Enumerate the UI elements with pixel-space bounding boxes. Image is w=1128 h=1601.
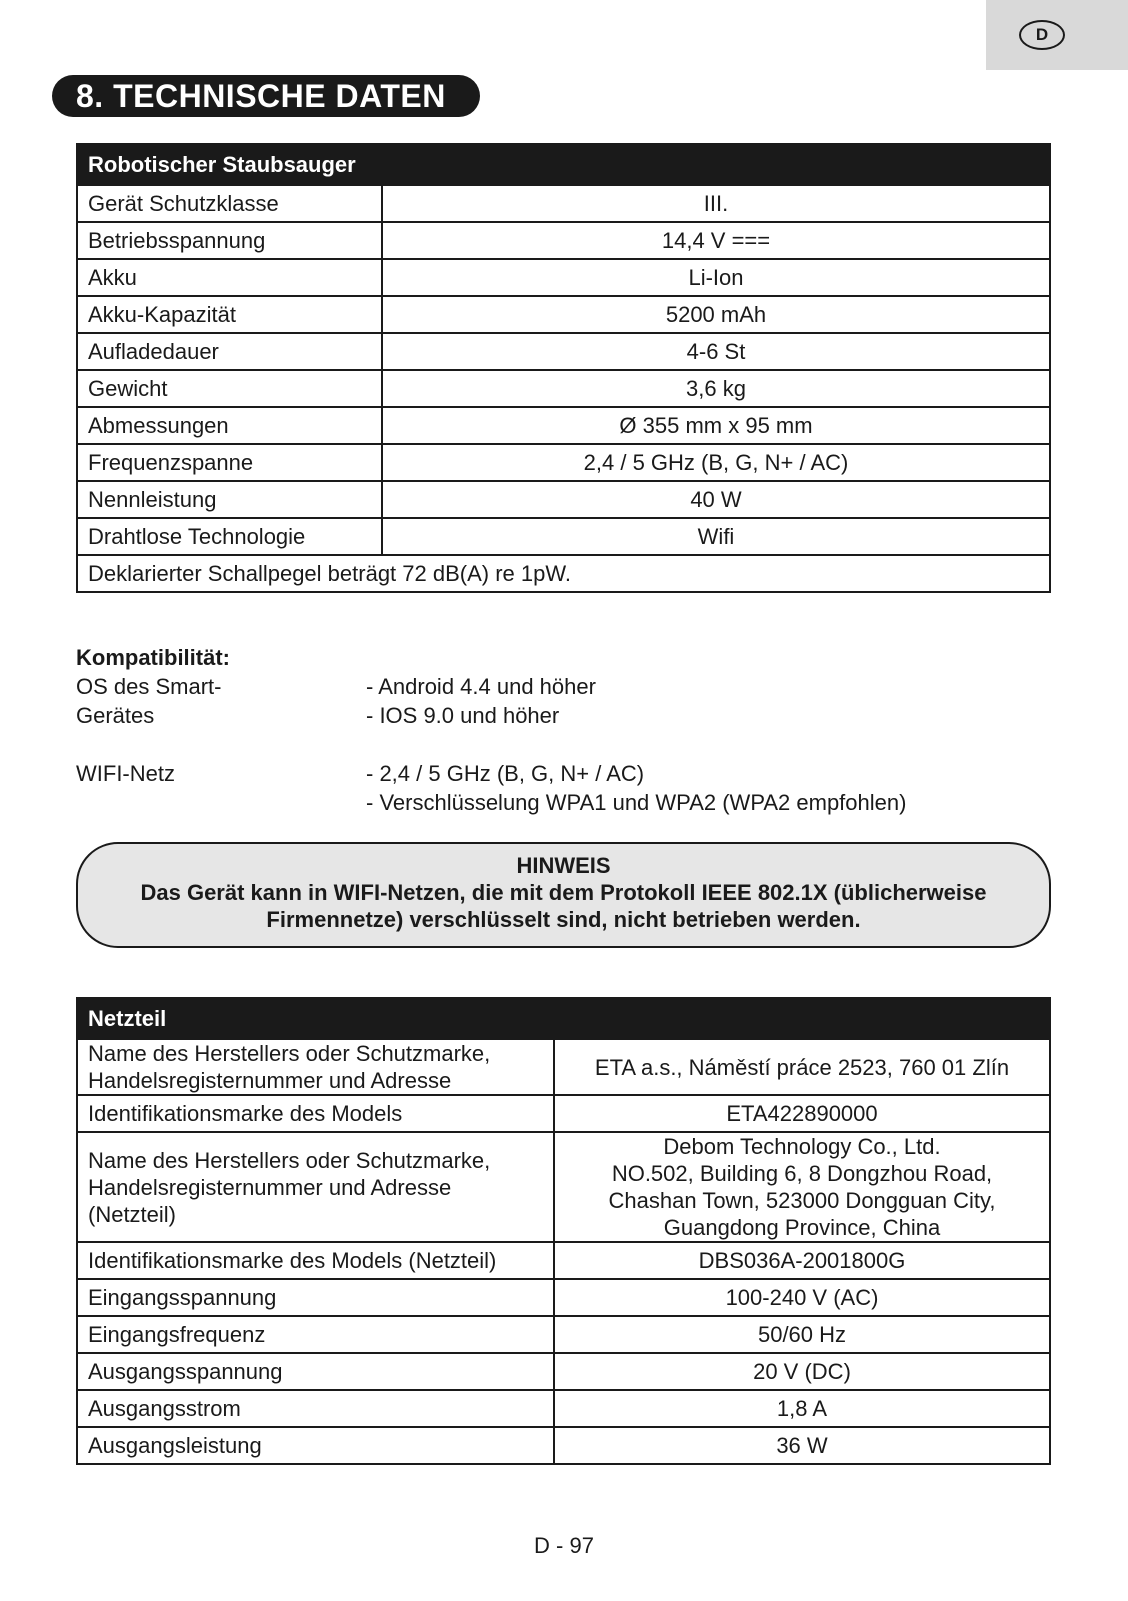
language-tab: [986, 0, 1128, 70]
compatibility-heading: Kompatibilität:: [76, 645, 230, 670]
spec-value-line: 36 W: [776, 1433, 828, 1458]
spec-label: [77, 1132, 554, 1242]
spec-value: Li-Ion: [382, 259, 1050, 296]
spec-label: Betriebsspannung: [77, 222, 382, 259]
spec-value: 14,4 V ===: [382, 222, 1050, 259]
sound-level-note: Deklarierter Schallpegel beträgt 72 dB(A) re 1pW.: [77, 555, 1050, 592]
spec-value: 3,6 kg: [382, 370, 1050, 407]
os-line: - IOS 9.0 und höher: [366, 703, 560, 728]
spec-label: [77, 1039, 554, 1095]
spec-label: Akku-Kapazität: [77, 296, 382, 333]
table-row: [77, 259, 1050, 296]
spec-label: Frequenzspanne: [77, 444, 382, 481]
table-row: [77, 555, 1050, 592]
spec-label: [77, 1279, 554, 1316]
spec-label: Gerät Schutzklasse: [77, 185, 382, 222]
spec-label: Abmessungen: [77, 407, 382, 444]
spec-value: [554, 1353, 1050, 1390]
spec-value-line: 50/60 Hz: [757, 1322, 847, 1347]
spec-label: Gewicht: [77, 370, 382, 407]
spec-value: III.: [382, 185, 1050, 222]
spec-value: [554, 1039, 1050, 1095]
page-number: D - 97: [534, 1533, 594, 1558]
section-title: 8. TECHNISCHE DATEN: [52, 75, 480, 117]
spec-value: [554, 1427, 1050, 1464]
spec-value-line: DBS036A-2001800G: [698, 1248, 906, 1273]
spec-label: [77, 1095, 554, 1132]
table-row: [77, 370, 1050, 407]
spec-label: Drahtlose Technologie: [77, 518, 382, 555]
psu-table-header: Netzteil: [77, 998, 1050, 1039]
spec-value-line: 1,8 A: [776, 1396, 828, 1421]
spec-label: Akku: [77, 259, 382, 296]
spec-value-line: Debom Technology Co., Ltd.: [663, 1134, 941, 1159]
table-row: [77, 444, 1050, 481]
table-row: [77, 1353, 1050, 1390]
spec-value: Ø 355 mm x 95 mm: [382, 407, 1050, 444]
spec-label-line: Ausgangsstrom: [88, 1396, 241, 1421]
spec-label: Aufladedauer: [77, 333, 382, 370]
table-row: [77, 1279, 1050, 1316]
spec-label: [77, 1242, 554, 1279]
table-row: [77, 1316, 1050, 1353]
spec-value: [554, 1279, 1050, 1316]
spec-label-line: Name des Herstellers oder Schutzmarke,: [88, 1041, 491, 1066]
note-box: [76, 842, 1051, 948]
spec-value: [554, 1242, 1050, 1279]
note-line: Das Gerät kann in WIFI-Netzen, die mit dem Protokoll IEEE 802.1X (üblicherweise: [140, 880, 987, 905]
table-row: [77, 185, 1050, 222]
spec-label: [77, 1353, 554, 1390]
wifi-label: WIFI-Netz: [76, 761, 175, 786]
robot-table-header: Robotischer Staubsauger: [77, 144, 1050, 185]
table-row: [77, 333, 1050, 370]
wifi-line: - 2,4 / 5 GHz (B, G, N+ / AC): [366, 761, 645, 786]
spec-label: [77, 1390, 554, 1427]
spec-label-line: Ausgangsspannung: [88, 1359, 283, 1384]
spec-label-line: Identifikationsmarke des Models (Netzteil): [88, 1248, 497, 1273]
spec-label-line: Handelsregisternummer und Adresse: [88, 1174, 452, 1200]
spec-value-line: 20 V (DC): [753, 1359, 851, 1384]
spec-label-line: Eingangsspannung: [88, 1285, 277, 1310]
compatibility-section: [76, 643, 907, 817]
language-badge: D: [1019, 20, 1065, 50]
wifi-line: - Verschlüsselung WPA1 und WPA2 (WPA2 empfohlen): [366, 790, 907, 815]
table-row: [77, 1095, 1050, 1132]
robot-spec-table: [76, 143, 1051, 593]
table-row: [77, 1427, 1050, 1464]
spec-value-line: Chashan Town, 523000 Dongguan City,: [608, 1188, 996, 1213]
table-row: [77, 222, 1050, 259]
spec-value: [554, 1316, 1050, 1353]
table-row: [77, 1039, 1050, 1095]
table-row: [77, 1390, 1050, 1427]
psu-spec-table: [76, 997, 1051, 1465]
spec-label-line: Handelsregisternummer und Adresse: [88, 1068, 452, 1093]
spec-value-line: ETA a.s., Náměstí práce 2523, 760 01 Zlín: [594, 1054, 1010, 1080]
spec-label: [77, 1427, 554, 1464]
spec-label: [77, 1316, 554, 1353]
spec-value: 4-6 St: [382, 333, 1050, 370]
spec-label-line: Eingangsfrequenz: [88, 1322, 266, 1347]
spec-value-line: Guangdong Province, China: [663, 1215, 941, 1240]
note-line: Firmennetze) verschlüsselt sind, nicht betrieben werden.: [266, 907, 861, 932]
spec-value: [554, 1390, 1050, 1427]
table-row: [77, 1132, 1050, 1242]
spec-label-line: Name des Herstellers oder Schutzmarke,: [88, 1147, 491, 1173]
spec-value: [554, 1095, 1050, 1132]
spec-label-line: Identifikationsmarke des Models: [88, 1101, 403, 1126]
spec-value: Wifi: [382, 518, 1050, 555]
table-row: [77, 518, 1050, 555]
spec-label: Nennleistung: [77, 481, 382, 518]
os-line: - Android 4.4 und höher: [366, 674, 596, 699]
spec-label-line: Ausgangsleistung: [88, 1433, 262, 1458]
spec-value-line: ETA422890000: [726, 1101, 878, 1126]
spec-value: 40 W: [382, 481, 1050, 518]
note-title: HINWEIS: [516, 853, 611, 878]
os-label: OS des Smart-Gerätes: [76, 674, 222, 728]
spec-value: [554, 1132, 1050, 1242]
spec-value-line: NO.502, Building 6, 8 Dongzhou Road,: [611, 1161, 993, 1186]
table-row: [77, 407, 1050, 444]
table-row: [77, 296, 1050, 333]
spec-value-line: 100-240 V (AC): [725, 1285, 879, 1310]
table-row: [77, 1242, 1050, 1279]
spec-label-line: (Netzteil): [88, 1201, 177, 1227]
spec-value: 5200 mAh: [382, 296, 1050, 333]
table-row: [77, 481, 1050, 518]
spec-value: 2,4 / 5 GHz (B, G, N+ / AC): [382, 444, 1050, 481]
